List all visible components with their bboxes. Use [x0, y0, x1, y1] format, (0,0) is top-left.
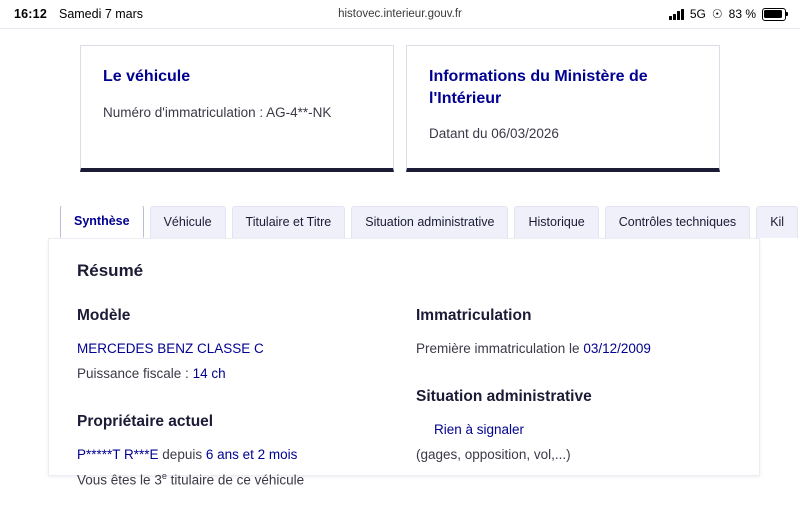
tab-controles-techniques[interactable]: Contrôles techniques: [605, 206, 750, 238]
battery-percent-label: 83 %: [728, 7, 756, 21]
vehicle-card: [80, 45, 394, 172]
battery-icon: [762, 8, 786, 21]
proprietaire-depuis-value: 6 ans et 2 mois: [205, 446, 298, 462]
ministry-card: [406, 45, 720, 172]
titulaire-rank-row: [77, 470, 392, 491]
status-bar-left: [14, 7, 143, 21]
tab-historique[interactable]: Historique: [514, 206, 598, 238]
tabs-bar: [0, 206, 800, 238]
panel-left-column: [77, 307, 392, 495]
premiere-immatriculation-date: 03/12/2009: [583, 341, 651, 357]
titulaire-rank-exponent: e: [161, 470, 167, 481]
summary-cards: [0, 29, 800, 172]
panel-columns: [77, 307, 731, 495]
status-bar: [0, 0, 800, 28]
situation-details: (gages, opposition, vol,...): [416, 446, 571, 462]
situation-administrative-section-title: Situation administrative: [416, 388, 592, 405]
tab-situation-administrative[interactable]: Situation administrative: [351, 206, 508, 238]
situation-status-value: Rien à signaler: [434, 422, 525, 437]
page-content: [0, 28, 800, 526]
address-bar-url[interactable]: histovec.interieur.gouv.fr: [338, 8, 462, 20]
tab-titulaire-et-titre[interactable]: Titulaire et Titre: [232, 206, 346, 238]
modele-name-link[interactable]: MERCEDES BENZ CLASSE C: [77, 341, 264, 357]
wifi-icon: ☉: [711, 7, 723, 21]
vehicle-registration-number: Numéro d'immatriculation : AG-4**-NK: [103, 104, 332, 120]
status-date: Samedi 7 mars: [58, 7, 144, 21]
titulaire-rank-suffix: titulaire de ce véhicule: [166, 472, 305, 488]
synthese-panel: [48, 238, 760, 488]
vehicle-card-title: Le véhicule: [103, 68, 191, 85]
panel-right-column: [402, 307, 731, 495]
proprietaire-row: [77, 445, 392, 466]
premiere-immatriculation-label: Première immatriculation le: [416, 341, 584, 357]
panel-title: Résumé: [77, 261, 144, 281]
puissance-fiscale-label: Puissance fiscale :: [77, 366, 193, 381]
ministry-card-title: Informations du Ministère de l'Intérieur: [429, 68, 648, 107]
tab-synthese[interactable]: Synthèse: [60, 206, 144, 238]
titulaire-rank-number: 3: [154, 472, 162, 488]
proprietaire-depuis-label: depuis: [158, 446, 206, 462]
puissance-fiscale-value: 14 ch: [192, 366, 226, 381]
status-bar-right: [669, 7, 786, 21]
immatriculation-section-title: Immatriculation: [416, 307, 532, 325]
modele-name: [77, 339, 392, 360]
proprietaire-name: P*****T R***E: [77, 446, 159, 462]
tabs-list: [60, 206, 800, 238]
tab-kilometrage[interactable]: Kil: [756, 206, 798, 238]
puissance-fiscale-row: [77, 364, 392, 385]
modele-section-title: Modèle: [77, 307, 131, 325]
situation-status-row: [416, 420, 731, 441]
network-type-label: 5G: [689, 7, 706, 21]
ministry-card-date: Datant du 06/03/2026: [429, 126, 559, 142]
tab-vehicule[interactable]: Véhicule: [150, 206, 226, 238]
titulaire-rank-prefix: Vous êtes le: [77, 472, 155, 488]
signal-bars-icon: [669, 9, 684, 20]
premiere-immatriculation-row: [416, 339, 731, 360]
proprietaire-section-title: Propriétaire actuel: [77, 412, 214, 430]
status-time: 16:12: [14, 7, 47, 21]
